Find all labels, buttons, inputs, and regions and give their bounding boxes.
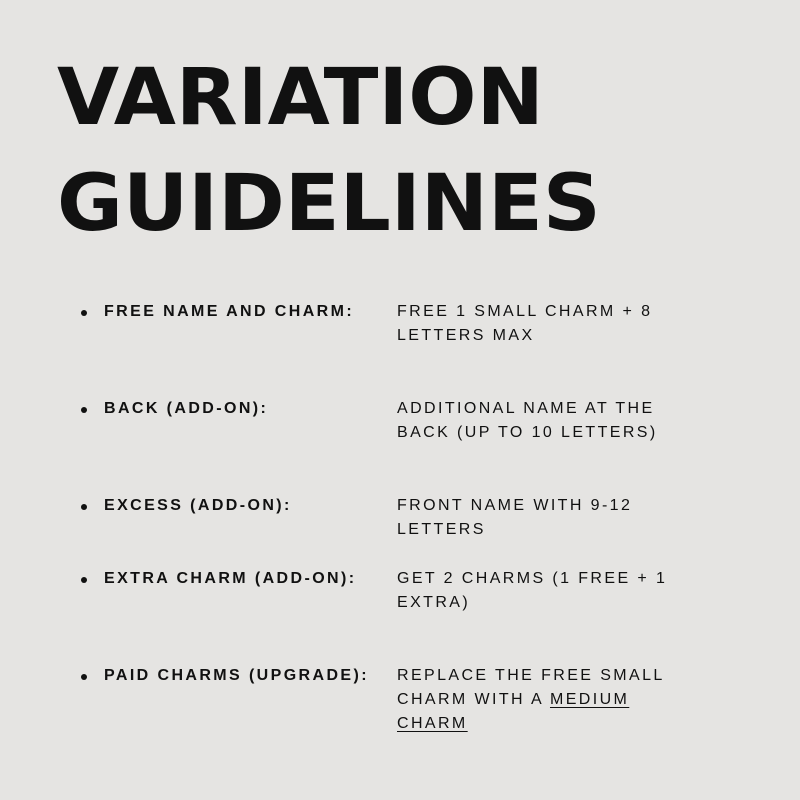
item-value bbox=[397, 300, 727, 348]
item-value-line: ADDITIONAL NAME AT THE bbox=[397, 400, 655, 417]
item-label: BACK (ADD-ON): bbox=[104, 400, 269, 417]
item-label: FREE NAME AND CHARM: bbox=[104, 303, 355, 320]
item-value-line: REPLACE THE FREE SMALL bbox=[397, 667, 665, 684]
item-value-line bbox=[397, 712, 727, 736]
item-value-line: FREE 1 SMALL CHARM + 8 bbox=[397, 303, 653, 320]
item-label: PAID CHARMS (UPGRADE): bbox=[104, 667, 369, 684]
item-value-line: LETTERS bbox=[397, 521, 486, 538]
item-value-line: GET 2 CHARMS (1 FREE + 1 bbox=[397, 570, 668, 587]
item-value-line bbox=[397, 688, 727, 712]
item-value-line: LETTERS MAX bbox=[397, 327, 535, 344]
item-label: EXTRA CHARM (ADD-ON): bbox=[104, 570, 357, 587]
item-label: EXCESS (ADD-ON): bbox=[104, 497, 292, 514]
bullet-dot-icon bbox=[81, 504, 87, 510]
item-value bbox=[397, 567, 727, 615]
item-value bbox=[397, 494, 727, 542]
bullet-dot-icon bbox=[81, 407, 87, 413]
bullet-dot-icon bbox=[81, 674, 87, 680]
page-title-line-1: VARIATION bbox=[57, 53, 544, 143]
item-value-line: BACK (UP TO 10 LETTERS) bbox=[397, 424, 658, 441]
page-title-line-2: GUIDELINES bbox=[57, 159, 601, 249]
item-value bbox=[397, 664, 727, 736]
medium-underlined-text: MEDIUM bbox=[549, 691, 630, 708]
item-value-line: EXTRA) bbox=[397, 594, 471, 611]
item-value-text: CHARM WITH A bbox=[397, 691, 550, 708]
bullet-dot-icon bbox=[81, 310, 87, 316]
item-value bbox=[397, 397, 727, 445]
charm-underlined-text: CHARM bbox=[397, 715, 468, 732]
bullet-dot-icon bbox=[81, 577, 87, 583]
item-value-line: FRONT NAME WITH 9-12 bbox=[397, 497, 633, 514]
